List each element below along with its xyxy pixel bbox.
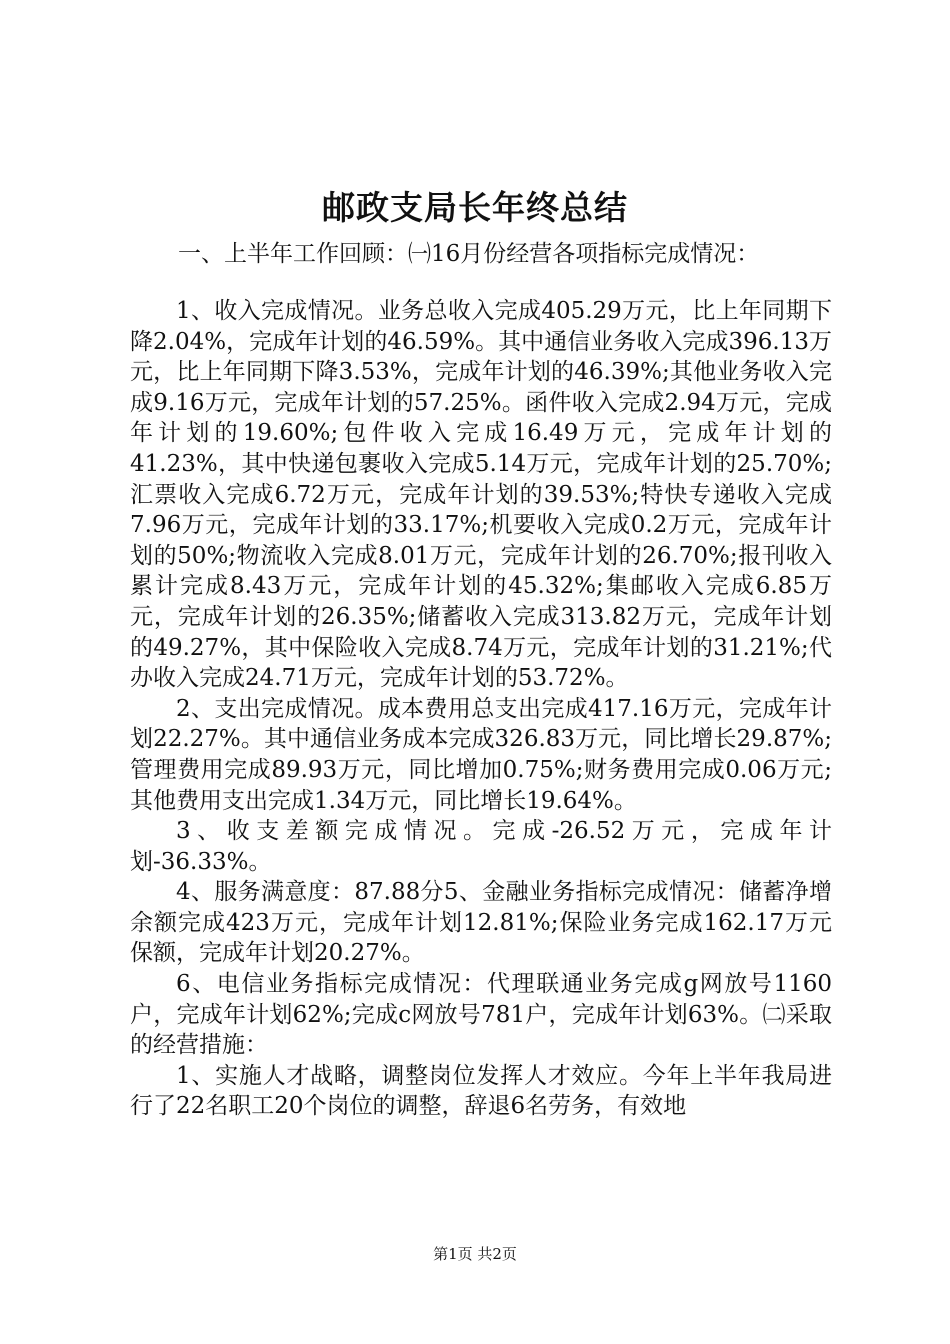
document-body xyxy=(130,296,832,1122)
paragraph-measures: 1、实施人才战略，调整岗位发挥人才效应。今年上半年我局进行了22名职工20个岗位的调整，辞退6名劳务，有效地 xyxy=(130,1062,832,1120)
page-footer: 第1页 共2页 xyxy=(433,1245,517,1263)
paragraph-satisfaction-finance: 4、服务满意度：87.88分5、金融业务指标完成情况：储蓄净增余额完成423万元，完成年计划12.81%;保险业务完成162.17万元保额，完成年计划20.27%。 xyxy=(130,879,832,967)
paragraph-balance: 3、收支差额完成情况。完成-26.52万元，完成年计划-36.33%。 xyxy=(130,818,832,875)
document-title: 邮政支局长年终总结 xyxy=(322,188,628,227)
section-heading: 一、上半年工作回顾：㈠16月份经营各项指标完成情况： xyxy=(178,241,760,267)
paragraph-expenditure: 2、支出完成情况。成本费用总支出完成417.16万元，完成年计划22.27%。其中通信业务成本完成326.83万元，同比增长29.87%;管理费用完成89.93万元，同比增加0.75%;财务费用完成0.06万元;其他费用支出完成1.34万元，同比增长19.64%。 xyxy=(130,695,832,814)
paragraph-telecom: 6、电信业务指标完成情况：代理联通业务完成g网放号1160户，完成年计划62%;完成c网放号781户，完成年计划63%。㈡采取的经营措施： xyxy=(130,971,832,1059)
paragraph-income: 1、收入完成情况。业务总收入完成405.29万元，比上年同期下降2.04%，完成年计划的46.59%。其中通信业务收入完成396.13万元，比上年同期下降3.53%，完成年计划的46.39%;其他业务收入完成9.16万元，完成年计划的57.25%。函件收入完成2.94万元，完成年计划的19.60%;包件收入完成16.49万元，完成年计划的41.23%，其中快递包裹收入完成5.14万元，完成年计划的25.70%;汇票收入完成6.72万元，完成年计划的39.53%;特快专递收入完成7.96万元，完成年计划的33.17%;机要收入完成0.2万元，完成年计划的50%;物流收入完成8.01万元，完成年计划的26.70%;报刊收入累计完成8.43万元，完成年计划的45.32%;集邮收入完成6.85万元，完成年计划的26.35%;储蓄收入完成313.82万元，完成年计划的49.27%，其中保险收入完成8.74万元，完成年计划的31.21%;代办收入完成24.71万元，完成年计划的53.72%。 xyxy=(130,298,832,692)
